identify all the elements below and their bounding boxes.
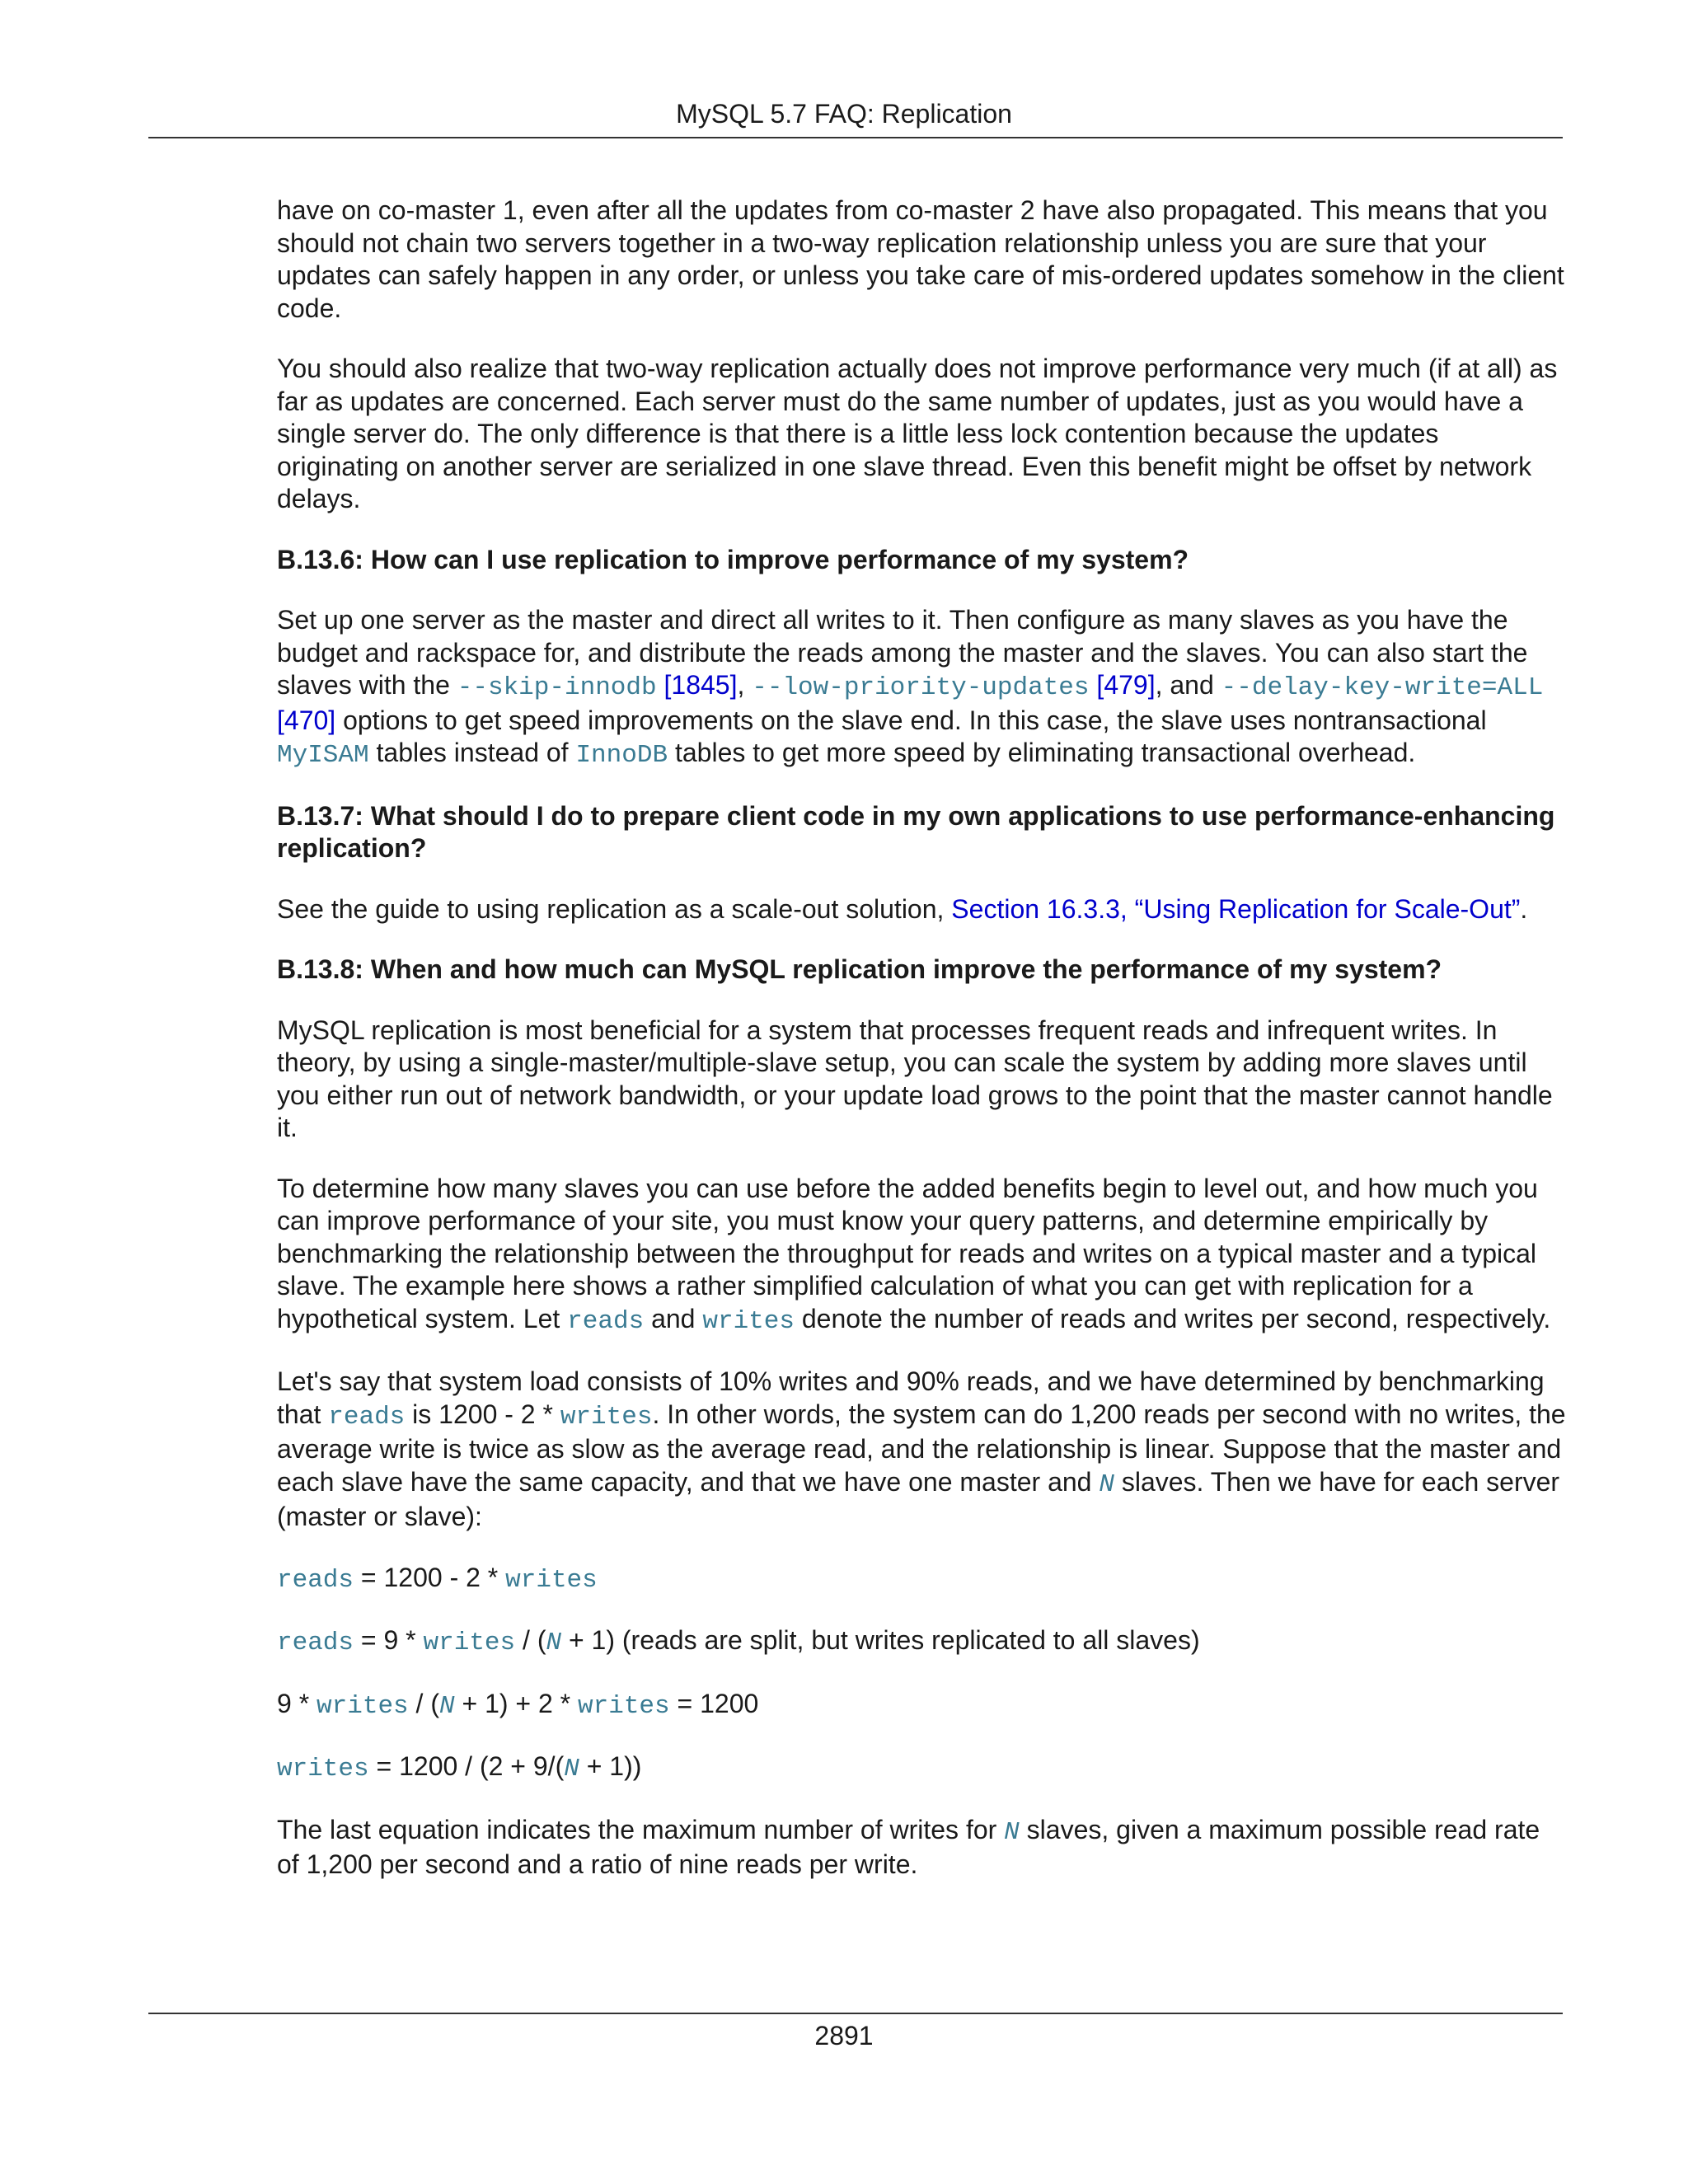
- option-skip-innodb-link[interactable]: --skip-innodb: [457, 673, 657, 702]
- writes-variable: writes: [560, 1402, 653, 1432]
- writes-variable: writes: [316, 1691, 409, 1721]
- innodb-link[interactable]: InnoDB: [575, 741, 668, 770]
- page-body: [277, 194, 1566, 1910]
- page-ref-479-link[interactable]: [479]: [1089, 670, 1156, 700]
- reads-variable: reads: [567, 1306, 645, 1336]
- page-header-title: MySQL 5.7 FAQ: Replication: [676, 99, 1012, 129]
- myisam-link[interactable]: MyISAM: [277, 741, 369, 770]
- answer-text: Set up one server as the master and direct all writes to it. Then configure as many slaves as you have the budget and rackspace for, and distribute the reads among the master and the slaves. You can also start the slaves with the: [277, 605, 1528, 700]
- answer-text: See the guide to using replication as a scale-out solution,: [277, 893, 952, 924]
- question-b-13-7: B.13.7: What should I do to prepare client code in my own applications to use performance-enhancing replication?: [277, 800, 1555, 863]
- answer-text: .: [1520, 893, 1528, 924]
- option-delay-key-write-link[interactable]: --delay-key-write=ALL: [1221, 673, 1544, 702]
- answer-b-13-7: [277, 893, 1566, 926]
- writes-variable: writes: [505, 1565, 598, 1595]
- answer-text: ,: [737, 670, 753, 700]
- equation-3: [277, 1688, 1566, 1723]
- paragraph-text: slaves, given a maximum possible read rate of 1,200 per second and a ratio of nine reads per write.: [277, 1814, 1540, 1879]
- paragraph-last-equation: [277, 1814, 1566, 1882]
- equation-1: [277, 1562, 1566, 1597]
- paragraph-text: Let's say that system load consists of 10% writes and 90% reads, and we have determined by benchmarking that: [277, 1366, 1545, 1429]
- paragraph-text: The last equation indicates the maximum number of writes for: [277, 1814, 1005, 1844]
- n-variable: N: [564, 1755, 579, 1783]
- page-ref-470-link[interactable]: [470]: [277, 705, 336, 735]
- question-b-13-6: B.13.6: How can I use replication to improve performance of my system?: [277, 544, 1189, 574]
- equation-text: / (: [515, 1625, 546, 1655]
- equation-text: + 1) + 2 *: [454, 1688, 579, 1718]
- paragraph-text: denote the number of reads and writes per second, respectively.: [794, 1303, 1551, 1333]
- answer-text: , and: [1155, 670, 1221, 700]
- equation-2: [277, 1624, 1566, 1660]
- paragraph-text: slaves. Then we have for each server (master or slave):: [277, 1466, 1560, 1531]
- page-number: 2891: [814, 2021, 874, 2050]
- paragraph-two-way-replication: You should also realize that two-way replication actually does not improve performance very much (if at all) as far as updates are concerned. Each server must do the same number of updates, just as you would have a single server do. The only difference is that there is a little less lock contention because the updates originating on another server are serialized in one slave thread. Even this benefit might be offset by network delays.: [277, 354, 1558, 513]
- header-divider: [148, 137, 1563, 138]
- equation-text: 9 *: [277, 1688, 317, 1718]
- answer-text: tables instead of: [368, 738, 576, 767]
- equation-text: = 9 *: [354, 1625, 424, 1655]
- n-variable: N: [1004, 1817, 1020, 1847]
- paragraph-text: and: [644, 1303, 703, 1333]
- section-16-3-3-link[interactable]: Section 16.3.3, “Using Replication for Scale-Out”: [951, 893, 1521, 924]
- question-b-13-8: B.13.8: When and how much can MySQL replication improve the performance of my system?: [277, 954, 1442, 984]
- writes-variable: writes: [277, 1755, 369, 1783]
- writes-variable: writes: [578, 1691, 670, 1721]
- n-variable: N: [546, 1629, 562, 1657]
- paragraph-text: is 1200 - 2 *: [405, 1399, 560, 1429]
- paragraph-text: . In other words, the system can do 1,200 reads per second with no writes, the average write is twice as slow as the average read, and the relationship is linear. Suppose that the master and each slave have the same capacity, and that we have one master and: [277, 1399, 1566, 1497]
- equation-text: + 1)): [579, 1751, 642, 1781]
- answer-b-13-6: [277, 604, 1566, 772]
- option-low-priority-updates-link[interactable]: --low-priority-updates: [752, 673, 1090, 702]
- equation-text: = 1200 - 2 *: [354, 1562, 506, 1592]
- answer-text: tables to get more speed by eliminating transactional overhead.: [668, 738, 1416, 767]
- answer-text: options to get speed improvements on the slave end. In this case, the slave uses nontransactional: [335, 705, 1487, 735]
- equation-text: = 1200 / (2 + 9/(: [368, 1751, 565, 1781]
- writes-variable: writes: [423, 1629, 516, 1657]
- page-ref-1845-link[interactable]: [1845]: [656, 670, 738, 700]
- writes-variable: writes: [702, 1306, 795, 1336]
- n-variable: N: [1099, 1469, 1114, 1499]
- reads-variable: reads: [277, 1565, 354, 1595]
- paragraph-co-master: have on co-master 1, even after all the updates from co-master 2 have also propagated. This means that you should not chain two servers together in a two-way replication relationship unless you are sure that your updates can safely happen in any order, or unless you take care of mis-ordered updates somehow in the client code.: [277, 195, 1564, 323]
- reads-variable: reads: [328, 1402, 406, 1432]
- paragraph-determine-slaves: [277, 1173, 1566, 1338]
- footer-divider: [148, 2013, 1563, 2014]
- paragraph-text: To determine how many slaves you can use before the added benefits begin to level out, and how much you can improve performance of your site, you must know your query patterns, and determine empirically by benchmarking the relationship between the throughput for reads and writes on a typical master and a typical slave. The example here shows a rather simplified calculation of what you can get with replication for a hypothetical system. Let: [277, 1173, 1538, 1333]
- paragraph-system-load: [277, 1366, 1566, 1534]
- equation-text: + 1) (reads are split, but writes replicated to all slaves): [561, 1625, 1200, 1655]
- n-variable: N: [438, 1691, 455, 1721]
- equation-text: / (: [408, 1688, 439, 1718]
- paragraph-replication-beneficial: MySQL replication is most beneficial for a system that processes frequent reads and infrequent writes. In theory, by using a single-master/multiple-slave setup, you can scale the system by adding more slaves until you either run out of network bandwidth, or your update load grows to the point that the master cannot handle it.: [277, 1015, 1553, 1142]
- equation-text: = 1200: [669, 1688, 759, 1718]
- reads-variable: reads: [277, 1629, 354, 1657]
- equation-4: [277, 1750, 1566, 1786]
